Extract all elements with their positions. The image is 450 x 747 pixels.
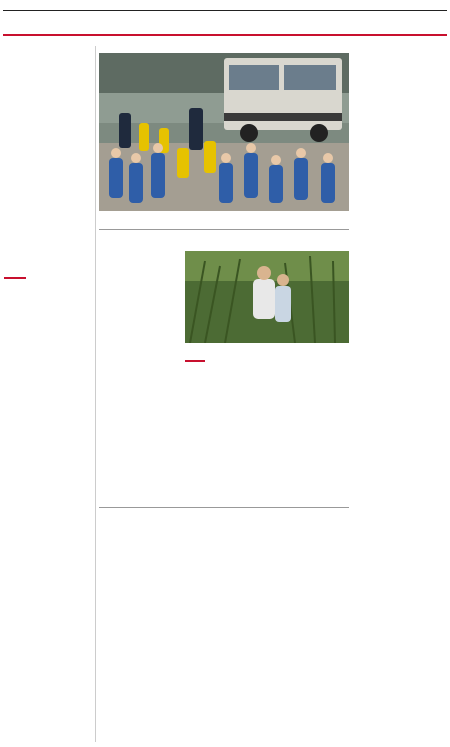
photo-rule	[99, 229, 349, 230]
story1-body-cont	[4, 494, 92, 744]
story2-body	[99, 258, 179, 500]
story5-body	[99, 539, 179, 743]
story5-body-cont	[184, 533, 264, 743]
photo-caption	[99, 213, 349, 226]
crossbreeding-caption	[185, 345, 349, 354]
story3-region	[352, 40, 447, 370]
story2-body-cont	[265, 358, 349, 501]
story5-body-cont2	[269, 533, 349, 743]
masthead	[3, 2, 447, 10]
story-divider-lower	[99, 507, 349, 508]
column-divider-1	[95, 46, 96, 742]
story2-body-cont2	[185, 482, 260, 501]
story1-body	[4, 141, 92, 274]
section-rule	[3, 34, 447, 36]
pullquote2-rule	[185, 360, 205, 362]
quote-rule-top	[4, 277, 26, 279]
masthead-rule	[3, 10, 447, 11]
traffic-safety-photo	[99, 53, 349, 211]
crossbreeding-photo	[185, 251, 349, 343]
